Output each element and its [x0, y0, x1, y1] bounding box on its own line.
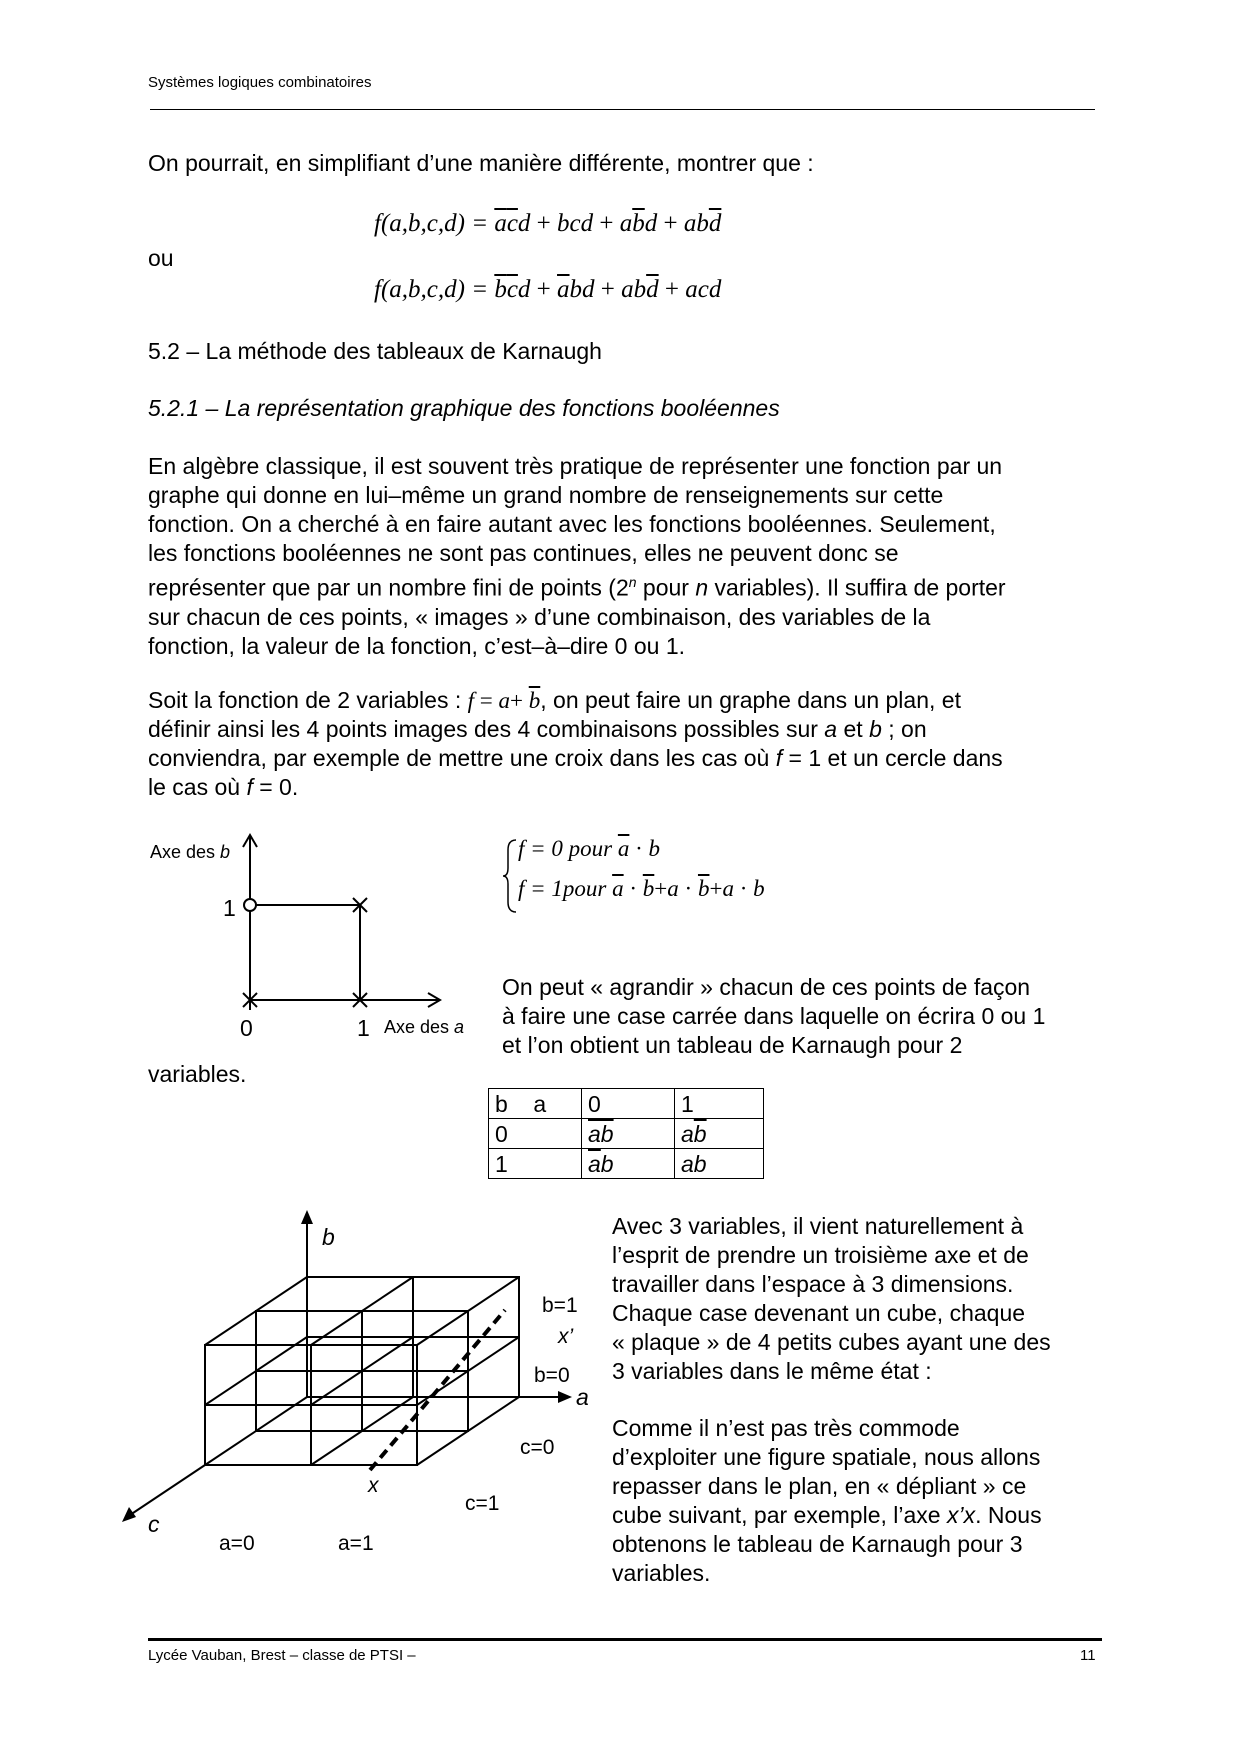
para2-line: conviendra, par exemple de mettre une croix dans les cas où f = 1 et un cercle dans	[148, 745, 1003, 771]
para1-line: En algèbre classique, il est souvent très pratique de représenter une fonction par un	[148, 453, 1003, 479]
equation-2-lhs: f(a,b,c,d) =	[374, 276, 489, 303]
left-brace-icon	[502, 838, 518, 914]
label-b: b	[322, 1224, 335, 1250]
c-axis-arrow-icon	[122, 1507, 136, 1522]
table-cell: ab	[675, 1149, 764, 1179]
label-c1: c=1	[465, 1492, 500, 1515]
para2-line: le cas où f = 0.	[148, 774, 299, 800]
system-line-2: f = 1pour $\overline{a} \cdot \overline{b}+a \cdot \overline{b}+a \cdot b$	[518, 876, 765, 901]
para4-line: Chaque case devenant un cube, chaque	[612, 1300, 1026, 1326]
karnaugh-table-2var	[488, 1088, 764, 1179]
para1-line: fonction, la valeur de la fonction, c’est–à–dire 0 ou 1.	[148, 632, 686, 659]
para1-line: graphe qui donne en lui–même un grand nombre de renseignements sur cette	[148, 482, 944, 508]
equation-2: $f(a,b,c,d) = \overline{b}\overline{c}d + \overline{a}bd + ab\overline{d}$ + acd	[374, 276, 722, 303]
table-cell: $\overline{a}b$	[582, 1149, 675, 1179]
a-axis-arrow-icon	[558, 1391, 572, 1403]
label-c0: c=0	[520, 1436, 555, 1459]
footer-rule	[148, 1638, 1102, 1641]
paragraph-3	[502, 973, 1094, 1060]
intro-text: On pourrait, en simplifiant d’une manière différente, montrer que :	[148, 150, 814, 176]
subsection-title: 5.2.1 – La représentation graphique des fonctions booléennes	[148, 395, 780, 421]
paragraph-2	[148, 686, 1094, 802]
para4-line: travailler dans l’espace à 3 dimensions.	[612, 1271, 1014, 1297]
table-cell: $a\overline{b}$	[675, 1119, 764, 1149]
table-header-cell: 1	[675, 1089, 764, 1119]
label-x-prime: x’	[558, 1325, 574, 1348]
running-header: Systèmes logiques combinatoires	[148, 74, 372, 91]
para3-line: On peut « agrandir » chacun de ces points de façon	[502, 974, 1031, 1000]
table-header-row	[489, 1089, 764, 1119]
y-axis-label: Axe des b	[150, 842, 231, 862]
table-header-cell: 0	[582, 1089, 675, 1119]
paragraph-4	[612, 1212, 1094, 1386]
para5-line: cube suivant, par exemple, l’axe x’x. Nous	[612, 1502, 1042, 1528]
c-axis	[130, 1465, 205, 1515]
para5-line: repasser dans le plan, en « dépliant » ce	[612, 1473, 1027, 1499]
para5-line: Comme il n’est pas très commode	[612, 1415, 960, 1441]
cube-grid	[205, 1277, 519, 1465]
label-a1: a=1	[338, 1532, 374, 1555]
paragraph-1	[148, 452, 1094, 661]
karnaugh-cube-3d	[120, 1210, 610, 1610]
table-cell: $\overline{ab}$	[582, 1119, 675, 1149]
para5-line: d’exploiter une figure spatiale, nous allons	[612, 1444, 1041, 1470]
label-b0: b=0	[534, 1364, 570, 1387]
point-zero-circle	[244, 899, 256, 911]
boolean-graph-2d	[140, 830, 480, 1060]
equation-1-lhs: f(a,b,c,d) =	[374, 210, 489, 237]
label-x: x	[368, 1474, 379, 1497]
equation-1: $f(a,b,c,d) = \overline{a}\overline{c}d$ + bcd + $a\overline{b}d + ab\overline{d}$	[374, 210, 722, 237]
para5-line: variables.	[612, 1560, 711, 1586]
para4-line: « plaque » de 4 petits cubes ayant une des	[612, 1329, 1051, 1355]
para5-line: obtenons le tableau de Karnaugh pour 3	[612, 1531, 1023, 1557]
label-c: c	[148, 1511, 160, 1537]
system-line-1: f = 0 pour $\overline{a} \cdot b$	[518, 836, 661, 861]
para4-line: Avec 3 variables, il vient naturellement à	[612, 1213, 1024, 1239]
paragraph-5	[612, 1414, 1094, 1588]
table-row	[489, 1149, 764, 1179]
x-axis-label: Axe des a	[384, 1017, 465, 1037]
para1-line: représenter que par un nombre fini de points (2$^n$ pour n variables). Il suffira de porter	[148, 574, 1006, 601]
para3-line: et l’on obtient un tableau de Karnaugh pour 2	[502, 1032, 963, 1058]
page-number: 11	[1080, 1647, 1096, 1664]
table-row-label: 1	[489, 1149, 582, 1179]
x-axis-dashed	[370, 1310, 505, 1470]
tick-x1: 1	[357, 1015, 370, 1041]
para4-line: l’esprit de prendre un troisième axe et de	[612, 1242, 1029, 1268]
para1-line: fonction. On a cherché à en faire autant avec les fonctions booléennes. Seulement,	[148, 511, 996, 537]
label-a0: a=0	[219, 1532, 255, 1555]
or-word: ou	[148, 245, 174, 271]
para2-line: définir ainsi les 4 points images des 4 combinaisons possibles sur a et b ; on	[148, 716, 927, 742]
footer-text: Lycée Vauban, Brest – classe de PTSI –	[148, 1647, 416, 1664]
para3-last-line: variables.	[148, 1061, 247, 1087]
table-row-label: 0	[489, 1119, 582, 1149]
b-axis-arrow-icon	[301, 1210, 313, 1224]
section-title: 5.2 – La méthode des tableaux de Karnaugh	[148, 338, 602, 364]
para2-line: Soit la fonction de 2 variables : $f = a+ \overline{b}$, on peut faire un graphe dans un plan, et	[148, 687, 961, 713]
table-row	[489, 1119, 764, 1149]
tick-x0: 0	[240, 1015, 253, 1041]
header-rule	[150, 109, 1095, 110]
label-a: a	[576, 1384, 589, 1410]
label-b1: b=1	[542, 1294, 578, 1317]
para1-line: sur chacun de ces points, « images » d’une combinaison, des variables de la	[148, 603, 931, 630]
tick-y1: 1	[223, 895, 236, 921]
para1-line: les fonctions booléennes ne sont pas continues, elles ne peuvent donc se	[148, 540, 899, 566]
table-header-cell: b a	[489, 1089, 582, 1119]
para3-line: à faire une case carrée dans laquelle on écrira 0 ou 1	[502, 1003, 1046, 1029]
para4-line: 3 variables dans le même état :	[612, 1358, 932, 1384]
